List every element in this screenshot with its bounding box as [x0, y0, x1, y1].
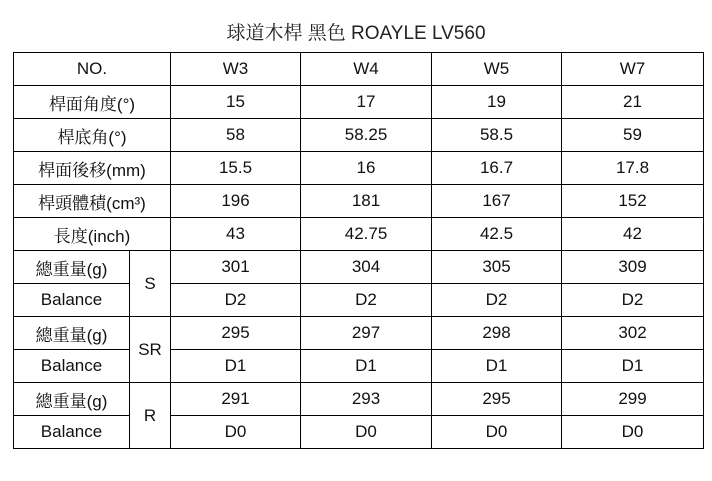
row-label: 桿頭體積(cm³) [14, 185, 171, 218]
model-header: W5 [432, 53, 562, 86]
table-cell: D1 [171, 350, 301, 383]
table-cell: 297 [301, 317, 432, 350]
weight-label: 總重量(g) [14, 383, 130, 416]
header-row [14, 53, 704, 86]
model-header: W4 [301, 53, 432, 86]
table-cell: 295 [171, 317, 301, 350]
table-cell: D0 [171, 416, 301, 449]
table-cell: 43 [171, 218, 301, 251]
weight-label: 總重量(g) [14, 251, 130, 284]
table-cell: D1 [301, 350, 432, 383]
table-cell: D2 [562, 284, 704, 317]
table-cell: 302 [562, 317, 704, 350]
table-cell: 301 [171, 251, 301, 284]
spec-table [13, 52, 704, 449]
flex-label: R [130, 383, 171, 449]
table-row [14, 185, 704, 218]
table-cell: 17 [301, 86, 432, 119]
table-cell: D0 [432, 416, 562, 449]
header-label: NO. [14, 53, 171, 86]
table-cell: 42 [562, 218, 704, 251]
flex-label: S [130, 251, 171, 317]
balance-label: Balance [14, 284, 130, 317]
page-title: 球道木桿 黑色 ROAYLE LV560 [226, 23, 486, 44]
table-cell: 58.25 [301, 119, 432, 152]
weight-row [14, 383, 704, 416]
table-row [14, 119, 704, 152]
table-cell: 58 [171, 119, 301, 152]
table-cell: 295 [432, 383, 562, 416]
row-label: 長度(inch) [14, 218, 171, 251]
table-cell: 16.7 [432, 152, 562, 185]
row-label: 桿底角(°) [14, 119, 171, 152]
weight-row [14, 317, 704, 350]
table-row [14, 218, 704, 251]
table-cell: D1 [562, 350, 704, 383]
table-cell: 19 [432, 86, 562, 119]
weight-row [14, 251, 704, 284]
table-cell: 291 [171, 383, 301, 416]
table-cell: 152 [562, 185, 704, 218]
table-cell: 42.5 [432, 218, 562, 251]
table-cell: 196 [171, 185, 301, 218]
table-cell: D0 [562, 416, 704, 449]
model-header: W7 [562, 53, 704, 86]
row-label: 桿面後移(mm) [14, 152, 171, 185]
row-label: 桿面角度(°) [14, 86, 171, 119]
table-cell: 58.5 [432, 119, 562, 152]
table-cell: 15.5 [171, 152, 301, 185]
table-row [14, 86, 704, 119]
balance-label: Balance [14, 416, 130, 449]
table-cell: 293 [301, 383, 432, 416]
table-cell: 42.75 [301, 218, 432, 251]
table-cell: D1 [432, 350, 562, 383]
table-cell: 17.8 [562, 152, 704, 185]
table-cell: 181 [301, 185, 432, 218]
flex-label: SR [130, 317, 171, 383]
balance-row [14, 416, 704, 449]
table-cell: D0 [301, 416, 432, 449]
table-cell: 16 [301, 152, 432, 185]
table-cell: 15 [171, 86, 301, 119]
table-cell: 167 [432, 185, 562, 218]
table-cell: 59 [562, 119, 704, 152]
balance-row [14, 350, 704, 383]
table-cell: 298 [432, 317, 562, 350]
table-cell: 21 [562, 86, 704, 119]
table-cell: D2 [301, 284, 432, 317]
balance-label: Balance [14, 350, 130, 383]
weight-label: 總重量(g) [14, 317, 130, 350]
table-cell: 309 [562, 251, 704, 284]
table-cell: D2 [171, 284, 301, 317]
table-row [14, 152, 704, 185]
model-header: W3 [171, 53, 301, 86]
balance-row [14, 284, 704, 317]
table-cell: D2 [432, 284, 562, 317]
table-cell: 304 [301, 251, 432, 284]
table-cell: 305 [432, 251, 562, 284]
table-cell: 299 [562, 383, 704, 416]
